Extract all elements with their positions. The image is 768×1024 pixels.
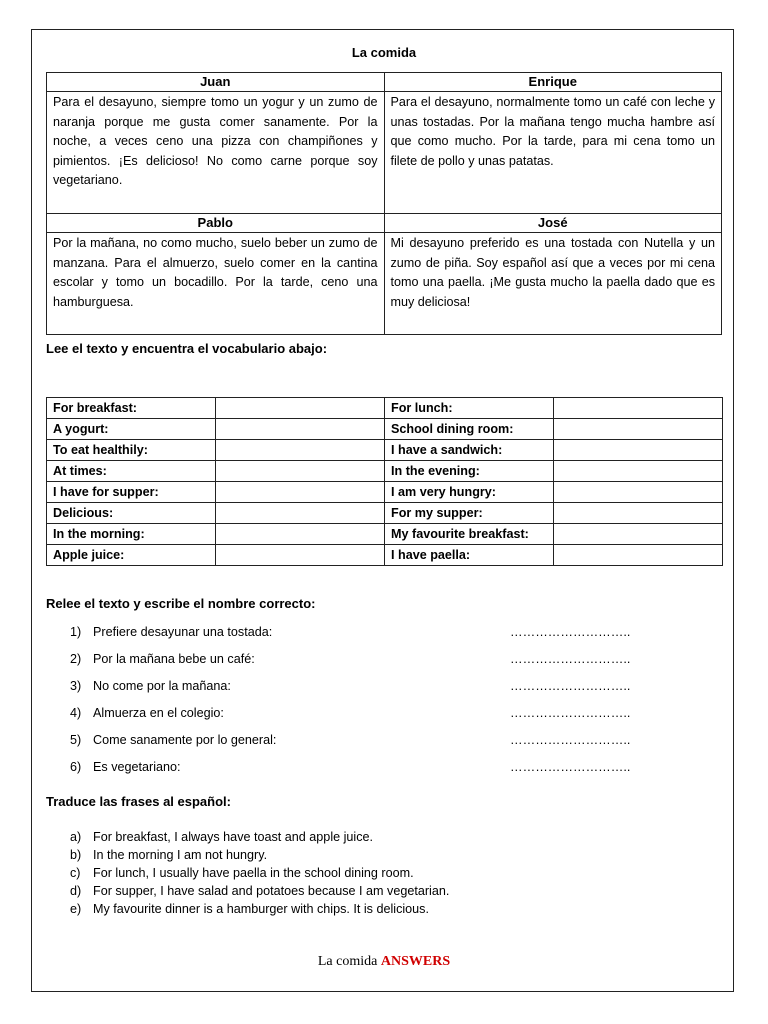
reread-heading: Relee el texto y escribe el nombre correcto: — [46, 596, 316, 611]
vocab-row — [47, 461, 723, 482]
person-name-pablo: Pablo — [47, 214, 385, 233]
translate-letter: c) — [70, 866, 81, 880]
vocab-answer-field[interactable] — [216, 524, 385, 545]
vocab-term: School dining room: — [385, 419, 554, 440]
question-text: No come por la mañana: — [93, 679, 231, 693]
translate-letter: b) — [70, 848, 82, 862]
question-text: Por la mañana bebe un café: — [93, 652, 255, 666]
vocab-term: A yogurt: — [47, 419, 216, 440]
vocab-term: At times: — [47, 461, 216, 482]
vocab-heading: Lee el texto y encuentra el vocabulario abajo: — [46, 341, 328, 356]
translate-text: For breakfast, I always have toast and apple juice. — [93, 830, 374, 844]
vocab-term: For breakfast: — [47, 398, 216, 419]
vocab-term: Apple juice: — [47, 545, 216, 566]
translate-letter: d) — [70, 884, 82, 898]
question-number: 3) — [70, 679, 82, 693]
answer-blank[interactable]: ……………………….. — [510, 706, 631, 720]
vocab-answer-field[interactable] — [554, 461, 723, 482]
page-title: La comida — [351, 45, 417, 60]
question-text: Prefiere desayunar una tostada: — [93, 625, 273, 639]
translate-heading: Traduce las frases al español: — [46, 794, 231, 809]
question-text: Come sanamente por lo general: — [93, 733, 277, 747]
person-name-jose: José — [384, 214, 722, 233]
question-item — [64, 651, 631, 678]
vocab-row — [47, 419, 723, 440]
vocab-row — [47, 545, 723, 566]
vocab-row — [47, 524, 723, 545]
person-name-juan: Juan — [47, 73, 385, 92]
person-text-pablo: Por la mañana, no como mucho, suelo beber un zumo de manzana. Para el almuerzo, suelo comer en la cantina escolar y tomo un bocadillo. Por la tarde, ceno una hamburguesa. — [47, 233, 385, 335]
answer-blank[interactable]: ……………………….. — [510, 679, 631, 693]
vocab-term: For lunch: — [385, 398, 554, 419]
translate-text: For supper, I have salad and potatoes because I am vegetarian. — [93, 884, 450, 898]
vocab-term: For my supper: — [385, 503, 554, 524]
people-table — [46, 72, 722, 335]
vocab-answer-field[interactable] — [216, 440, 385, 461]
answers-footer — [0, 954, 768, 970]
translate-letter: e) — [70, 902, 82, 916]
question-number: 4) — [70, 706, 82, 720]
vocab-answer-field[interactable] — [554, 503, 723, 524]
vocab-term: I have paella: — [385, 545, 554, 566]
vocab-answer-field[interactable] — [216, 398, 385, 419]
person-text-jose: Mi desayuno preferido es una tostada con Nutella y un zumo de piña. Soy español así que a veces por mi cena tomo una paella. ¡Me gusta mucho la paella dado que es muy deliciosa! — [384, 233, 722, 335]
question-item — [64, 624, 631, 651]
vocab-answer-field[interactable] — [216, 482, 385, 503]
translate-text: In the morning I am not hungry. — [93, 848, 268, 862]
question-item — [64, 759, 631, 786]
vocab-answer-field[interactable] — [554, 524, 723, 545]
vocab-row — [47, 440, 723, 461]
question-text: Es vegetariano: — [93, 760, 181, 774]
vocab-term: I have a sandwich: — [385, 440, 554, 461]
vocab-answer-field[interactable] — [554, 419, 723, 440]
vocab-row — [47, 482, 723, 503]
translate-text: For lunch, I usually have paella in the school dining room. — [93, 866, 414, 880]
vocab-answer-field[interactable] — [554, 440, 723, 461]
vocab-term: In the evening: — [385, 461, 554, 482]
question-text: Almuerza en el colegio: — [93, 706, 224, 720]
translate-letter: a) — [70, 830, 82, 844]
footer-title: La comida — [317, 954, 378, 969]
person-text-juan: Para el desayuno, siempre tomo un yogur y un zumo de naranja porque me gusta comer sanamente. Por la noche, a veces ceno una pizza con champiñones y pimientos. ¡Es delicioso! No como carne porque soy vegetariano. — [47, 92, 385, 214]
answer-blank[interactable]: ……………………….. — [510, 652, 631, 666]
vocab-term: Delicious: — [47, 503, 216, 524]
vocab-term: My favourite breakfast: — [385, 524, 554, 545]
question-number: 6) — [70, 760, 82, 774]
vocab-answer-field[interactable] — [554, 545, 723, 566]
question-item — [64, 732, 631, 759]
question-number: 5) — [70, 733, 82, 747]
question-item — [64, 705, 631, 732]
vocab-row — [47, 503, 723, 524]
vocab-answer-field[interactable] — [216, 503, 385, 524]
vocab-row — [47, 398, 723, 419]
question-list — [64, 624, 631, 786]
question-number: 2) — [70, 652, 82, 666]
answer-blank[interactable]: ……………………….. — [510, 625, 631, 639]
vocab-answer-field[interactable] — [216, 461, 385, 482]
vocab-term: In the morning: — [47, 524, 216, 545]
vocab-answer-field[interactable] — [554, 482, 723, 503]
vocab-table — [46, 397, 723, 566]
answers-link[interactable]: ANSWERS — [380, 954, 451, 969]
answer-blank[interactable]: ……………………….. — [510, 733, 631, 747]
person-name-enrique: Enrique — [384, 73, 722, 92]
vocab-term: To eat healthily: — [47, 440, 216, 461]
vocab-term: I am very hungry: — [385, 482, 554, 503]
answer-blank[interactable]: ……………………….. — [510, 760, 631, 774]
vocab-term: I have for supper: — [47, 482, 216, 503]
vocab-answer-field[interactable] — [216, 419, 385, 440]
question-item — [64, 678, 631, 705]
vocab-answer-field[interactable] — [216, 545, 385, 566]
person-text-enrique: Para el desayuno, normalmente tomo un café con leche y unas tostadas. Por la mañana tengo mucha hambre así que como mucho. Por la tarde, para mi cena tomo un filete de pollo y unas patatas. — [384, 92, 722, 214]
translate-text: My favourite dinner is a hamburger with chips. It is delicious. — [93, 902, 429, 916]
question-number: 1) — [70, 625, 82, 639]
vocab-answer-field[interactable] — [554, 398, 723, 419]
